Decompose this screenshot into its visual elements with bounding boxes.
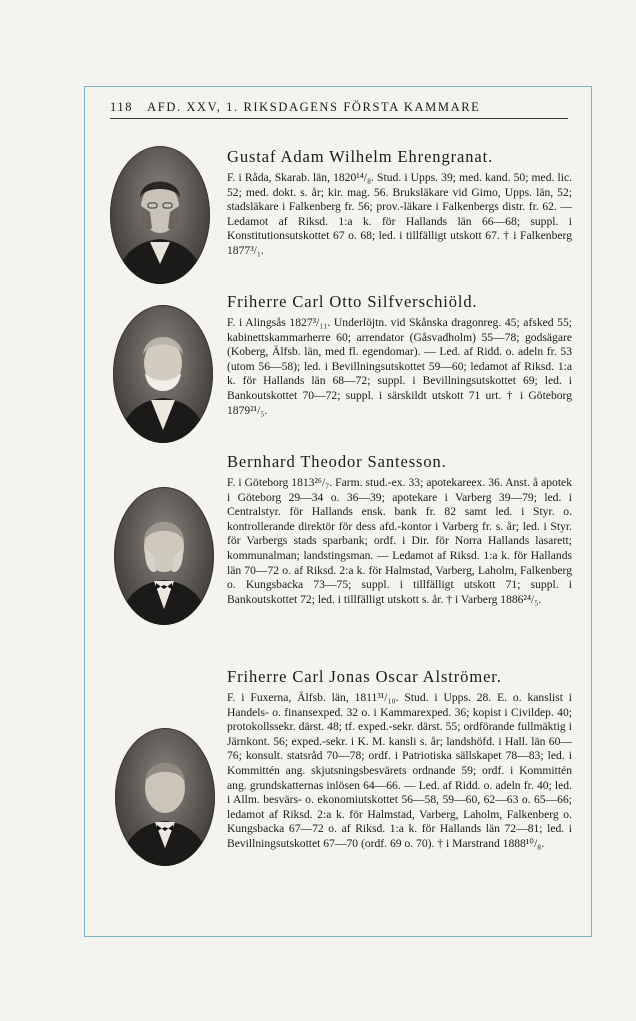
biography-entry	[227, 292, 572, 418]
portrait-image	[115, 728, 215, 866]
portrait-silfverschiold	[113, 305, 213, 443]
person-name: Friherre Carl Jonas Oscar Alströmer.	[227, 667, 502, 686]
person-name: Bernhard Theodor Santesson.	[227, 452, 447, 471]
biography-entry	[227, 667, 572, 852]
person-name: Friherre Carl Otto Silfverschiöld.	[227, 292, 478, 311]
portrait-image	[113, 305, 213, 443]
section-label: AFD. XXV, 1.	[147, 100, 239, 114]
biography-text: F. i Råda, Skarab. län, 1820¹⁴/₈. Stud. i Upps. 39; med. kand. 50; med. lic. 52; med. dokt. s. år; kir. mag. 56. Bruksläkare vid Gimo, Upps. län, 52; stadsläkare i Falkenberg fr. 56; prov.-läkare i Falkenbergs distr. fr. 62. — Ledamot af Riksd. 1:a k. för Hallands län 66—68; suppl. i Konstitutionsutskottet 67 o. 68; led. i tillfälligt utskott 67. † i Falkenberg 1877³/₁.	[227, 171, 572, 257]
page-number: 118	[110, 100, 134, 114]
portrait-ehrengranat	[110, 146, 210, 284]
biography-entry	[227, 147, 572, 259]
biography-entry	[227, 452, 572, 607]
person-name: Gustaf Adam Wilhelm Ehrengranat.	[227, 147, 494, 166]
portrait-image	[110, 146, 210, 284]
portrait-santesson	[114, 487, 214, 625]
header-title: RIKSDAGENS FÖRSTA KAMMARE	[243, 100, 481, 114]
portrait-image	[114, 487, 214, 625]
running-header	[110, 100, 568, 115]
portrait-alstromer	[115, 728, 215, 866]
header-rule	[110, 118, 568, 119]
biography-text: F. i Fuxerna, Älfsb. län, 1811³¹/₁₀. Stud. i Upps. 28. E. o. kanslist i Handels- o. finansexped. 32 o. i Kammarexped. 36; kopist i Civildep. 40; protokollssekr. därst. 48; tf. exped.-sekr. därst. 55; ordförande fullmäktig i Järnkont. 56; exped.-sekr. i K. M. kansli s. år; landshöfd. i Hall. län 60—76; konsult. statsråd 70—78; ordf. i Patriotiska sällskapet 78—83; led. i Kommittén ang. skjutsningsbesvärets ordnande 59; ordf. i Kommittén ang. grundskatternas inlösen 64—66. — Led. af Ridd. o. adeln fr. 40; led. i Allm. besvärs- o. ekonomiutskottet 56—58, 59—60, 62—63 o. 65—66; ledamot af Riksd. 2:a k. för Halmstad, Varberg, Laholm, Falkenberg o. Kungsbacka 67—72 o. af Riksd. 1:a k. för Hallands län 72—81; led. i Bevillningsutskottet 67—70 (ordf. 69 o. 70). † i Marstrand 1888¹⁰/₈.	[227, 691, 572, 850]
biography-text: F. i Alingsås 1827³/₁₁. Underlöjtn. vid Skånska dragonreg. 45; afsked 55; kabinettskammarherre 60; arrendator (Gåsvadholm) 55—78; godsägare (Koberg, Älfsb. län, med fl. egendomar). — Led. af Ridd. o. adeln fr. 53 (utom 56—58); led. i Bevillningsutskottet 59—60; ledamot af Riksd. 1:a k. för Hallands län 68—72; suppl. i Bevillningsutskottet 69; led. i Bankoutskottet 70—72; suppl. i särskildt utskott 71 urt. † i Göteborg 1879²¹/₅.	[227, 316, 572, 417]
biography-text: F. i Göteborg 1813²⁶/₇. Farm. stud.-ex. 33; apotekareex. 36. Anst. å apotek i Göteborg 29—34 o. 36—39; apotekare i Varberg 39—79; led. i Centralstyr. för Hallands ensk. bank fr. 82 samt led. i Styr. o. kontrollerande direktör för dess afd.-kontor i Varberg fr. s. år; led. i Styr. för Varbergs stads sparbank; ordf. i Dir. för Norra Hallands lasarett; kommunalman; landstingsman. — Ledamot af Riksd. 1:a k. för Hallands län 70—72 o. af Riksd. 2:a k. för Halmstad, Varberg, Laholm, Falkenberg o. Kungsbacka 73—75; suppl. i tillfälligt utskott 71; suppl. i Bankoutskottet 72; led. i tillfälligt utskott s. år. † i Varberg 1886²⁴/₅.	[227, 476, 572, 606]
